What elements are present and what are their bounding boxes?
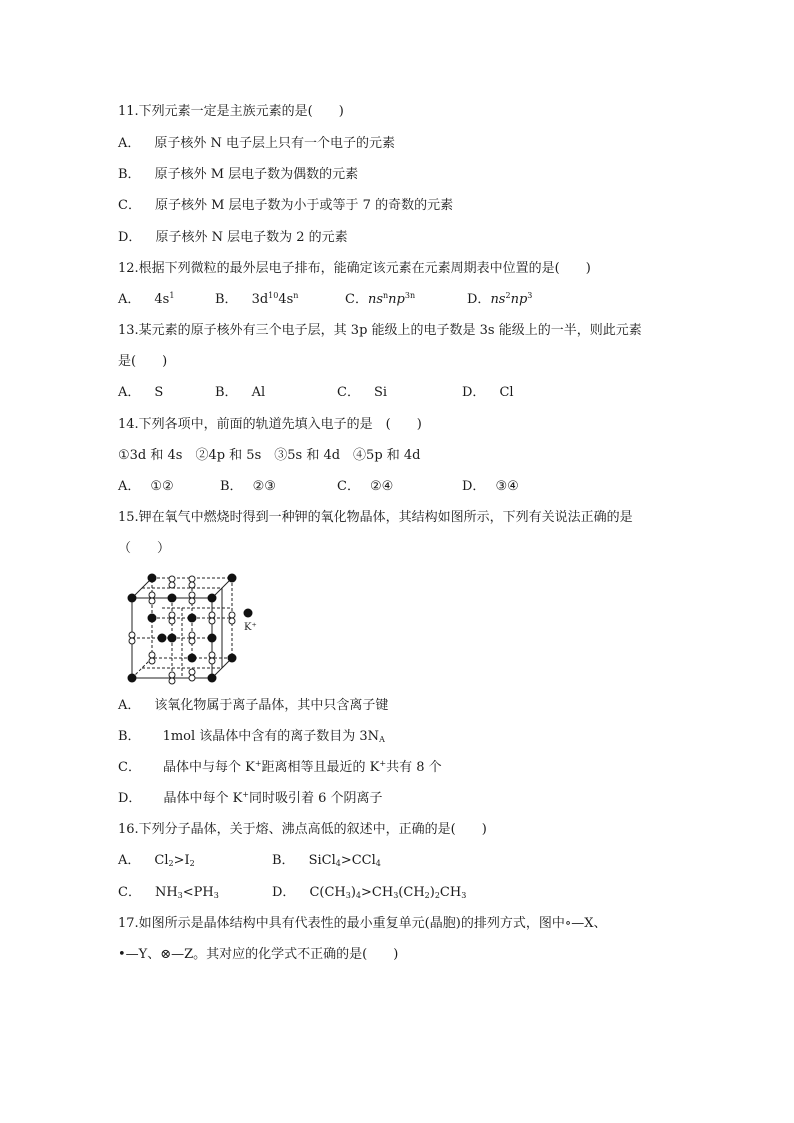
q15-answer-paren: （ ）	[118, 541, 171, 556]
q14-items: ①3d 和 4s ②4p 和 5s ③5s 和 4d ④5p 和 4d	[118, 448, 421, 463]
q12-option-c: C．$ns^nnp^{3n}$	[345, 291, 416, 307]
cell-edges	[132, 578, 232, 678]
q12-option-d: D．$ns^2np^3$	[467, 291, 533, 307]
q14-stem: 14.下列各项中，前面的轨道先填入电子的是 ( )	[118, 417, 422, 432]
q16-option-a: A． $Cl_2>I_2$	[118, 853, 195, 868]
q15-option-a: A． 该氧化物属于离子晶体，其中只含离子键	[118, 698, 389, 713]
q13-option-c: C． Si	[337, 385, 388, 400]
q11-option-c: C． 原子核外 M 层电子数为小于或等于 7 的奇数的元素	[118, 198, 454, 213]
q11-stem: 11.下列元素一定是主族元素的是( )	[118, 104, 344, 119]
q15-stem: 15.钾在氧气中燃烧时得到一种钾的氧化物晶体，其结构如图所示，下列有关说法正确的是	[118, 510, 633, 525]
legend-k-label: K⁺	[244, 622, 257, 633]
q14-option-c: C． ②④	[337, 479, 394, 494]
q16-stem: 16.下列分子晶体，关于熔、沸点高低的叙述中，正确的是( )	[118, 822, 487, 837]
q13-stem-line2: 是( )	[118, 354, 168, 369]
crystal-structure-figure	[118, 568, 278, 688]
q13-option-d: D． Cl	[462, 385, 514, 400]
q13-option-b: B． Al	[215, 385, 266, 400]
q16-option-c: C． $NH_3<PH_3$	[118, 885, 219, 900]
q13-stem-line1: 13.某元素的原子核外有三个电子层，其 3p 能级上的电子数是 3s 能级上的一半，则此元素	[118, 323, 642, 338]
q12-stem: 12.根据下列微粒的最外层电子排布，能确定该元素在元素周期表中位置的是( )	[118, 261, 591, 276]
q14-option-d: D． ③④	[462, 479, 519, 494]
q12-option-b: B． $3d^{10}4s^n$	[215, 291, 299, 307]
q15-option-b: B． 1mol 该晶体中含有的离子数目为 $3N_A$	[118, 729, 385, 744]
q13-option-a: A． S	[118, 385, 164, 400]
q14-option-b: B． ②③	[220, 479, 276, 494]
q15-option-c: C． 晶体中与每个 K+距离相等且最近的 K+共有 8 个	[118, 759, 442, 775]
q17-stem-line1: 17.如图所示是晶体结构中具有代表性的最小重复单元(晶胞)的排列方式，图中∘—X、	[118, 916, 607, 931]
q15-option-d: D． 晶体中每个 K+同时吸引着 6 个阴离子	[118, 790, 383, 806]
q12-option-a: A． $4s^1$	[118, 291, 175, 307]
q14-option-a: A． ①②	[118, 479, 174, 494]
q11-option-a: A． 原子核外 N 电子层上只有一个电子的元素	[118, 136, 396, 151]
q11-option-b: B． 原子核外 M 层电子数为偶数的元素	[118, 167, 359, 182]
q11-option-d: D． 原子核外 N 层电子数为 2 的元素	[118, 230, 348, 245]
q17-stem-line2: •—Y、⊗—Z。其对应的化学式不正确的是( )	[118, 947, 399, 962]
q16-option-d: D． $C(CH_3)_4>CH_3(CH_2)_2CH_3$	[272, 885, 467, 900]
q16-option-b: B． SiCl$_4$>CCl$_4$	[272, 853, 381, 868]
legend-k-ion	[244, 609, 253, 618]
